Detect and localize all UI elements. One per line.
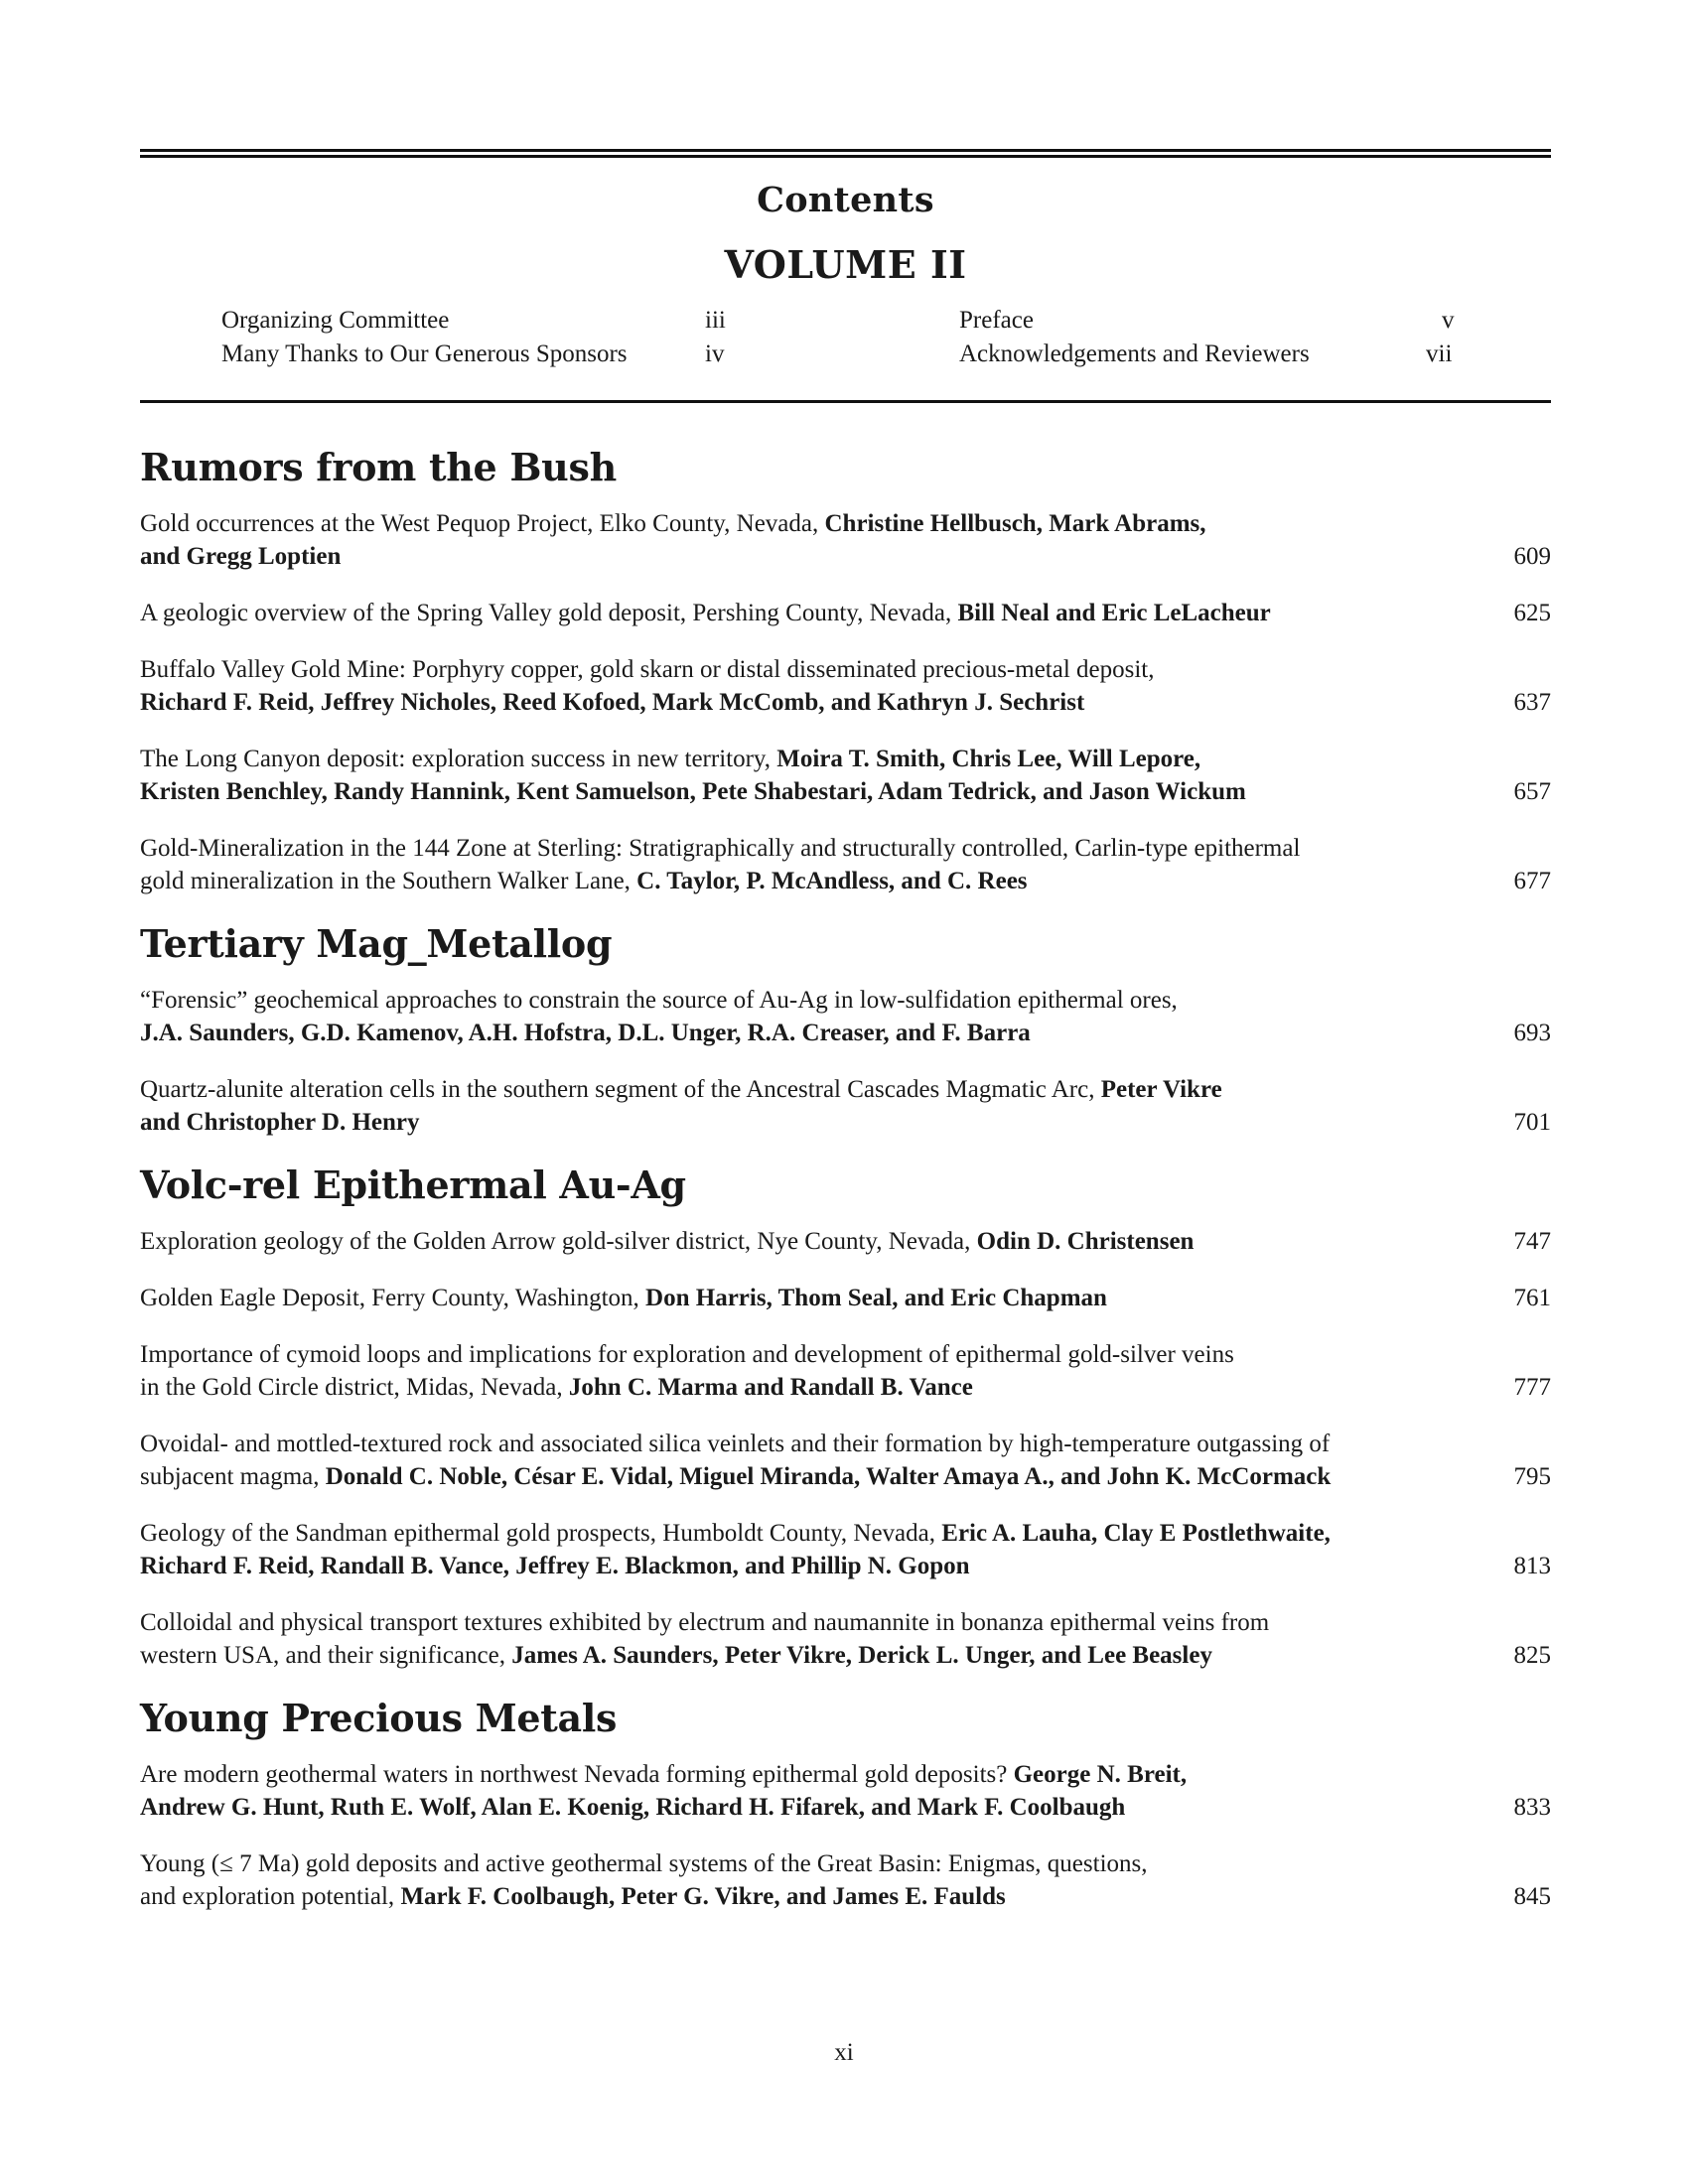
entry-title: subjacent magma, [140,1463,326,1490]
entry-authors: James A. Saunders, Peter Vikre, Derick L. Unger, and Lee Beasley [511,1642,1212,1669]
page-number-footer: xi [834,2039,854,2066]
front-matter-page: v [1442,307,1455,334]
entry-authors: John C. Marma and Randall B. Vance [568,1374,973,1401]
toc-entry [140,1282,1551,1314]
top-double-rule [140,149,1551,158]
entry-authors: Moira T. Smith, Chris Lee, Will Lepore, [776,746,1201,772]
entry-page-number: 747 [1513,1228,1551,1255]
entry-title: western USA, and their significance, [140,1642,512,1669]
entry-authors: Mark F. Coolbaugh, Peter G. Vikre, and James E. Faulds [400,1883,1006,1910]
page-title: Contents [757,180,934,220]
section-heading: Volc-rel Epithermal Au-Ag [140,1162,686,1207]
entry-page-number: 825 [1513,1642,1551,1669]
entry-page-number: 777 [1513,1374,1551,1401]
toc-entry [140,1758,1551,1824]
entry-title: Quartz-alunite alteration cells in the southern segment of the Ancestral Cascades Magmatic Arc, [140,1076,1101,1103]
volume-title: VOLUME II [724,242,967,287]
entry-page-number: 701 [1513,1109,1551,1136]
entry-title: and exploration potential, [140,1883,401,1910]
toc-entry [140,1847,1551,1913]
entry-title: “Forensic” geochemical approaches to constrain the source of Au-Ag in low-sulfidation epithermal ores, [140,987,1178,1014]
front-matter-page: iv [705,341,725,367]
contents-page [140,149,1551,1937]
toc-entry [140,1428,1551,1493]
entry-page-number: 795 [1513,1463,1551,1490]
section-heading: Tertiary Mag_Metallog [140,921,613,966]
entry-title: gold mineralization in the Southern Walker Lane, [140,868,637,894]
front-matter-page: vii [1426,341,1453,367]
entry-page-number: 657 [1513,778,1551,805]
entry-page-number: 761 [1513,1285,1551,1311]
toc-entry [140,984,1551,1049]
front-matter-list [140,307,1551,382]
section-heading: Young Precious Metals [140,1696,618,1740]
entry-title: in the Gold Circle district, Midas, Nevada, [140,1374,569,1401]
toc-entry [140,1606,1551,1672]
entry-page-number: 845 [1513,1883,1551,1910]
entry-title: Exploration geology of the Golden Arrow gold-silver district, Nye County, Nevada, [140,1228,977,1255]
front-matter-label: Acknowledgements and Reviewers [959,341,1310,367]
entry-authors: J.A. Saunders, G.D. Kamenov, A.H. Hofstra, D.L. Unger, R.A. Creaser, and F. Barra [140,1020,1031,1046]
entry-title: Gold occurrences at the West Pequop Project, Elko County, Nevada, [140,510,825,537]
entry-page-number: 637 [1513,689,1551,716]
entry-authors: Richard F. Reid, Randall B. Vance, Jeffrey E. Blackmon, and Phillip N. Gopon [140,1553,970,1579]
entry-authors: Christine Hellbusch, Mark Abrams, [824,510,1206,537]
entry-title: Are modern geothermal waters in northwest Nevada forming epithermal gold deposits? [140,1761,1014,1788]
entry-page-number: 677 [1513,868,1551,894]
front-matter-label: Preface [959,307,1034,334]
entry-title: Buffalo Valley Gold Mine: Porphyry copper, gold skarn or distal disseminated precious-metal deposit, [140,656,1155,683]
front-matter-label: Many Thanks to Our Generous Sponsors [221,341,628,367]
entry-authors: and Gregg Loptien [140,543,342,570]
toc-entry [140,1338,1551,1404]
entry-title: Young (≤ 7 Ma) gold deposits and active geothermal systems of the Great Basin: Enigmas, questions, [140,1850,1148,1877]
toc-entry [140,597,1551,629]
entry-page-number: 693 [1513,1020,1551,1046]
toc-entry [140,1073,1551,1139]
entry-authors: Bill Neal and Eric LeLacheur [957,600,1271,626]
entry-title: Golden Eagle Deposit, Ferry County, Washington, [140,1285,646,1311]
entry-authors: Richard F. Reid, Jeffrey Nicholes, Reed Kofoed, Mark McComb, and Kathryn J. Sechrist [140,689,1085,716]
entry-page-number: 813 [1513,1553,1551,1579]
entry-authors: Peter Vikre [1100,1076,1222,1103]
entry-authors: Kristen Benchley, Randy Hannink, Kent Samuelson, Pete Shabestari, Adam Tedrick, and Jason Wickum [140,778,1246,805]
entry-page-number: 625 [1513,600,1551,626]
toc-entry [140,743,1551,808]
entry-title: Colloidal and physical transport textures exhibited by electrum and naumannite in bonanza epithermal veins from [140,1609,1270,1636]
entry-page-number: 833 [1513,1794,1551,1821]
divider-rule [140,400,1551,403]
entry-authors: Andrew G. Hunt, Ruth E. Wolf, Alan E. Koenig, Richard H. Fifarek, and Mark F. Coolbaugh [140,1794,1126,1821]
entry-authors: Odin D. Christensen [976,1228,1195,1255]
entry-authors: and Christopher D. Henry [140,1109,420,1136]
entry-authors: George N. Breit, [1013,1761,1188,1788]
toc-entry [140,1225,1551,1258]
toc-entry [140,1517,1551,1582]
entry-title: The Long Canyon deposit: exploration success in new territory, [140,746,777,772]
front-matter-label: Organizing Committee [221,307,450,334]
entry-authors: Eric A. Lauha, Clay E Postlethwaite, [941,1520,1331,1547]
entry-title: A geologic overview of the Spring Valley gold deposit, Pershing County, Nevada, [140,600,958,626]
front-matter-page: iii [705,307,726,334]
section-heading: Rumors from the Bush [140,445,617,489]
entry-page-number: 609 [1513,543,1551,570]
entry-authors: Don Harris, Thom Seal, and Eric Chapman [645,1285,1107,1311]
toc-entry [140,832,1551,897]
entry-title: Geology of the Sandman epithermal gold prospects, Humboldt County, Nevada, [140,1520,942,1547]
entry-title: Gold-Mineralization in the 144 Zone at Sterling: Stratigraphically and structurally controlled, Carlin-type epithermal [140,835,1301,862]
entry-title: Ovoidal- and mottled-textured rock and associated silica veinlets and their formation by high-temperature outgassing of [140,1431,1331,1457]
entry-title: Importance of cymoid loops and implications for exploration and development of epithermal gold-silver veins [140,1341,1234,1368]
toc-entry [140,507,1551,573]
entry-authors: Donald C. Noble, César E. Vidal, Miguel Miranda, Walter Amaya A., and John K. McCormack [325,1463,1332,1490]
toc-entry [140,653,1551,719]
entry-authors: C. Taylor, P. McAndless, and C. Rees [636,868,1028,894]
